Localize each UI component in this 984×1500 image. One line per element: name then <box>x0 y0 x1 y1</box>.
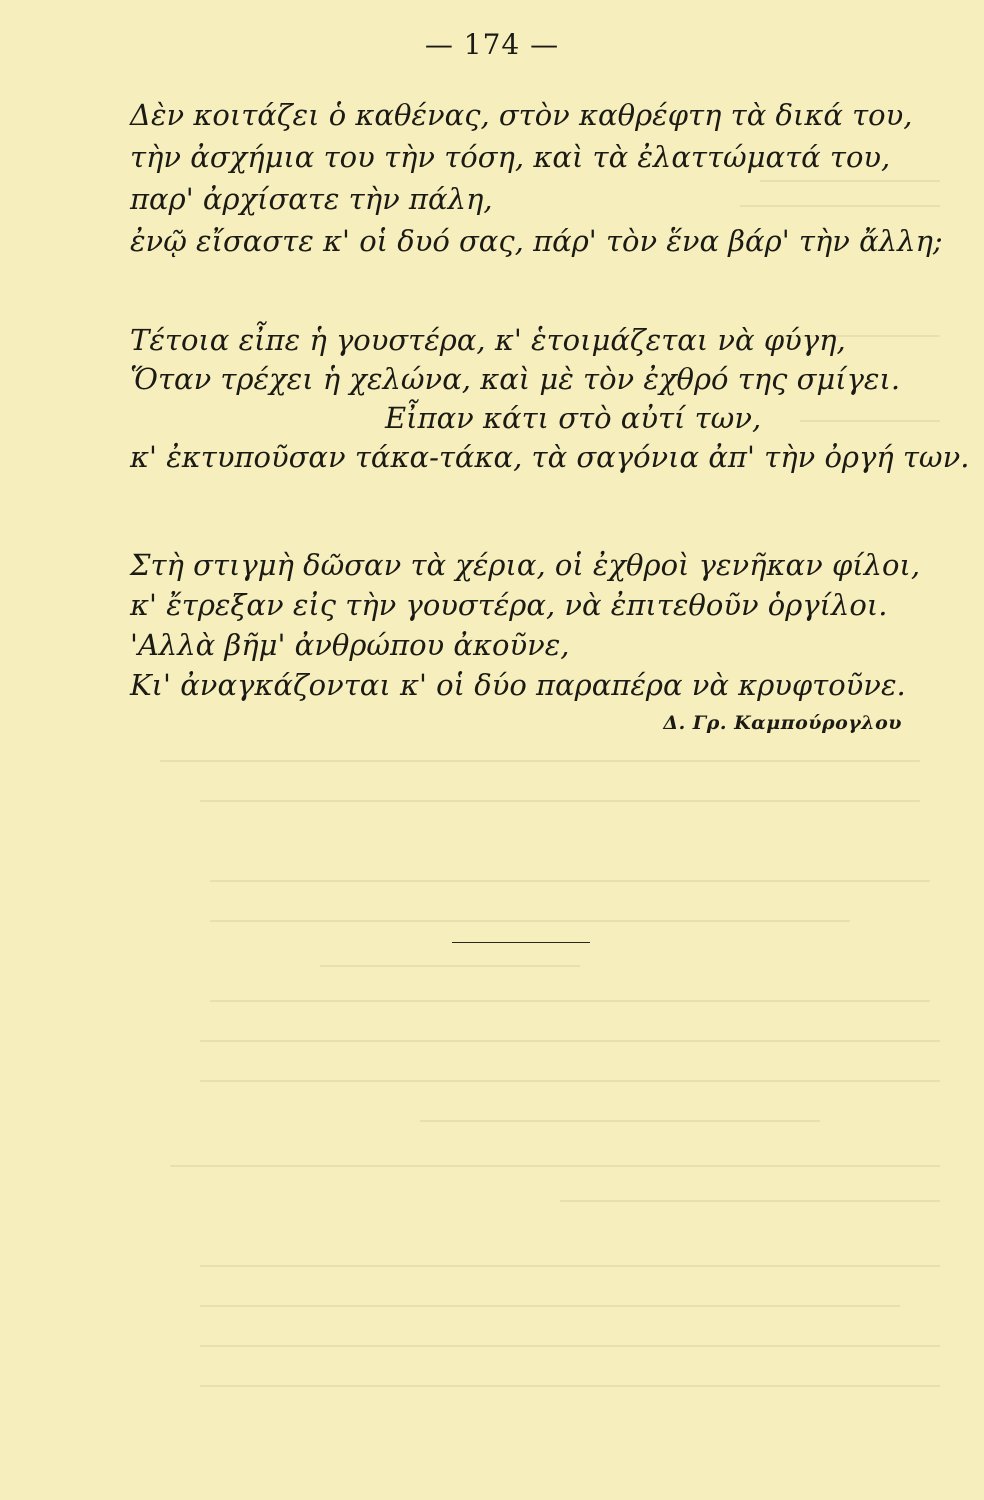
verse-line: κ' ἐκτυποῦσαν τάκα-τάκα, τὰ σαγόνια ἀπ' τὴν ὀργή των. <box>130 440 970 474</box>
verse-line: τὴν ἀσχήμια του τὴν τόση, καὶ τὰ ἐλαττώματά του, <box>130 140 891 174</box>
section-divider <box>452 942 590 943</box>
verse-line: κ' ἔτρεξαν εἰς τὴν γουστέρα, νὰ ἐπιτεθοῦν ὁργίλοι. <box>130 588 888 622</box>
page-number: — 174 — <box>424 28 560 61</box>
verse-line: παρ' ἀρχίσατε τὴν πάλη, <box>130 182 493 216</box>
verse-line: Ὅταν τρέχει ἡ χελώνα, καὶ μὲ τὸν ἐχθρό της σμίγει. <box>130 362 901 396</box>
verse-line: Τέτοια εἶπε ἡ γουστέρα, κ' ἑτοιμάζεται νὰ φύγη, <box>130 323 846 357</box>
verse-line: Στὴ στιγμὴ δῶσαν τὰ χέρια, οἱ ἐχθροὶ γενῆκαν φίλοι, <box>130 548 921 582</box>
author-signature: Δ. Γρ. Καμπούρογλου <box>663 712 902 734</box>
verse-line: Κι' ἀναγκάζονται κ' οἱ δύο παραπέρα νὰ κρυφτοῦνε. <box>130 668 906 702</box>
verse-line: Εἶπαν κάτι στὸ αὐτί των, <box>385 401 762 435</box>
verse-line: Δὲν κοιτάζει ὁ καθένας, στὸν καθρέφτη τὰ δικά του, <box>130 98 913 132</box>
verse-line: 'Αλλὰ βῆμ' ἀνθρώπου ἀκοῦνε, <box>130 628 570 662</box>
verse-line: ἐνῷ εἴσαστε κ' οἱ δυό σας, πάρ' τὸν ἕνα βάρ' τὴν ἄλλη; <box>130 224 943 258</box>
